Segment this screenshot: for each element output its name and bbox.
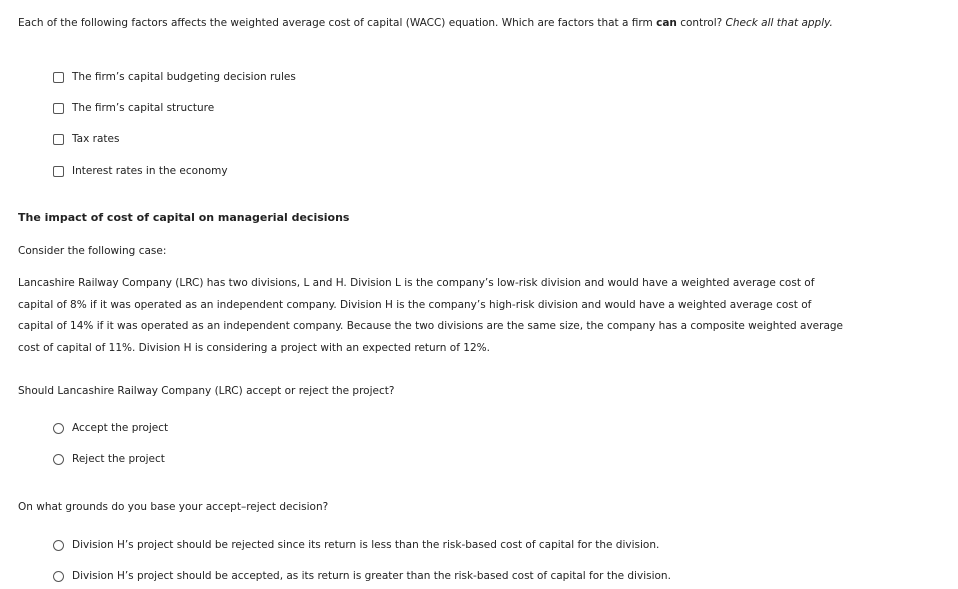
question3-prompt: On what grounds do you base your accept–reject decision? xyxy=(18,501,329,513)
question1-prompt-italic: Check all that apply. xyxy=(725,17,833,29)
question2-prompt: Should Lancashire Railway Company (LRC) accept or reject the project? xyxy=(18,385,395,397)
checkbox-icon[interactable] xyxy=(53,166,64,177)
section-heading: The impact of cost of capital on managerial decisions xyxy=(18,211,350,224)
checkbox-option-capital-budgeting[interactable] xyxy=(53,69,296,85)
radio-icon[interactable] xyxy=(53,571,64,582)
radio-icon[interactable] xyxy=(53,454,64,465)
question1-prompt-start: Each of the following factors affects the weighted average cost of capital (WACC) equation. Which are factors that a firm xyxy=(18,17,657,29)
radio-option-accept[interactable] xyxy=(53,420,168,436)
question1-prompt-mid: control? xyxy=(676,17,726,29)
radio-icon[interactable] xyxy=(53,423,64,434)
radio-label: Reject the project xyxy=(72,453,165,465)
radio-label: Division H’s project should be accepted, as its return is greater than the risk-based cost of capital for the division. xyxy=(72,570,671,582)
checkbox-label: The firm’s capital budgeting decision rules xyxy=(72,71,296,83)
checkbox-label: Interest rates in the economy xyxy=(72,165,228,177)
checkbox-option-capital-structure[interactable] xyxy=(53,100,214,116)
checkbox-option-interest-rates[interactable] xyxy=(53,163,228,179)
radio-option-accepted-reason[interactable] xyxy=(53,568,671,584)
case-intro: Consider the following case: xyxy=(18,245,167,257)
checkbox-label: The firm’s capital structure xyxy=(72,102,215,114)
question1-prompt xyxy=(18,12,848,34)
radio-option-rejected-reason[interactable] xyxy=(53,537,659,553)
question1-prompt-bold: can xyxy=(656,17,677,29)
checkbox-label: Tax rates xyxy=(72,133,120,145)
case-text: Lancashire Railway Company (LRC) has two divisions, L and H. Division L is the company’s low-risk division and would have a weighted average cost of capital of 8% if it was operated as an independent company. Division H is the company’s high-risk division and would have a weighted average cost of capital of 14% if it was operated as an independent company. Because the two divisions are the same size, the company has a composite weighted average cost of capital of 11%. Division H is considering a project with an expected return of 12%. xyxy=(18,277,844,354)
checkbox-icon[interactable] xyxy=(53,103,64,114)
radio-icon[interactable] xyxy=(53,540,64,551)
radio-label: Division H’s project should be rejected since its return is less than the risk-based cost of capital for the division. xyxy=(72,539,660,551)
radio-option-reject[interactable] xyxy=(53,451,165,467)
checkbox-icon[interactable] xyxy=(53,72,64,83)
checkbox-option-tax-rates[interactable] xyxy=(53,131,119,147)
checkbox-icon[interactable] xyxy=(53,134,64,145)
radio-label: Accept the project xyxy=(72,422,169,434)
